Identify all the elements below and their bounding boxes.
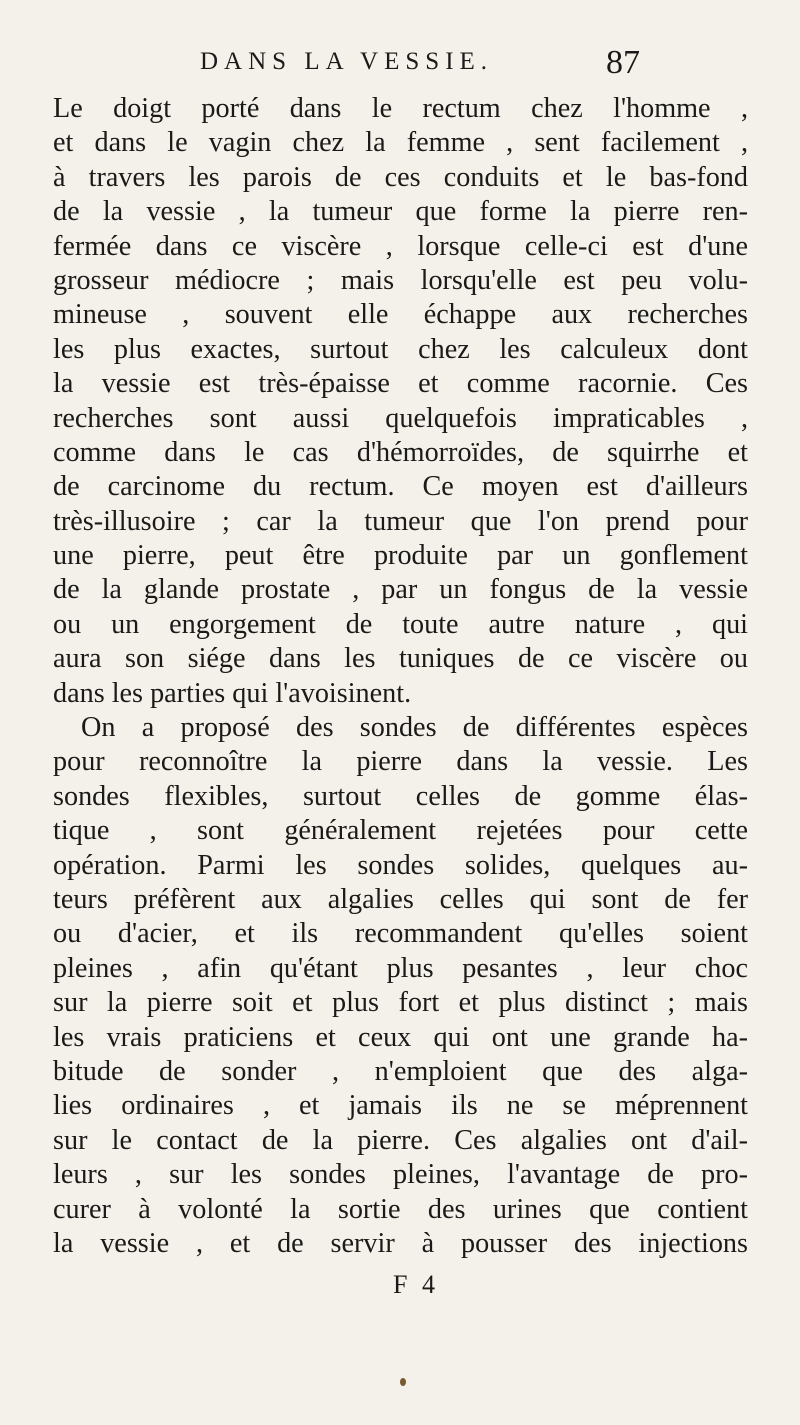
paragraph-end-line: dans les parties qui l'avoisinent. [53, 677, 412, 709]
text-line: bitude de sonder , n'emploient que des alga- [53, 1055, 748, 1087]
text-line: opération. Parmi les sondes solides, quelques au- [53, 849, 748, 881]
page-number: 87 [606, 44, 640, 81]
ink-speck [400, 1378, 406, 1386]
text-line: aura son siége dans les tuniques de ce viscère ou [53, 643, 748, 675]
text-line: de carcinome du rectum. Ce moyen est d'ailleurs [53, 471, 748, 503]
text-line: Le doigt porté dans le rectum chez l'homme , [53, 93, 748, 124]
text-line: mineuse , souvent elle échappe aux recherches [53, 299, 748, 331]
text-line: teurs préfèrent aux algalies celles qui sont de fer [53, 883, 748, 915]
text-line: comme dans le cas d'hémorroïdes, de squirrhe et [53, 436, 748, 468]
text-line: les vrais praticiens et ceux qui ont une grande ha- [53, 1021, 748, 1053]
text-line: ou un engorgement de toute autre nature , qui [53, 608, 748, 640]
text-line: sondes flexibles, surtout celles de gomme élas- [53, 780, 748, 812]
signature-mark: F 4 [393, 1270, 439, 1299]
text-line: curer à volonté la sortie des urines que contient [53, 1193, 748, 1225]
text-line: très-illusoire ; car la tumeur que l'on prend pour [53, 505, 748, 537]
text-line: de la glande prostate , par un fongus de la vessie [53, 574, 748, 606]
text-line: leurs , sur les sondes pleines, l'avantage de pro- [53, 1159, 748, 1191]
text-line: tique , sont généralement rejetées pour cette [53, 815, 748, 847]
paragraph-start-line: On a proposé des sondes de différentes espèces [81, 712, 748, 744]
text-line: sur la pierre soit et plus fort et plus distinct ; mais [53, 987, 748, 1019]
text-line: recherches sont aussi quelquefois impraticables , [53, 402, 748, 434]
text-line: à travers les parois de ces conduits et le bas-fond [53, 161, 748, 193]
text-line: pleines , afin qu'étant plus pesantes , leur choc [53, 952, 748, 984]
text-line: pour reconnoître la pierre dans la vessie. Les [53, 746, 748, 778]
body-text [53, 92, 748, 1261]
text-line: lies ordinaires , et jamais ils ne se méprennent [53, 1090, 748, 1122]
text-line: la vessie , et de servir à pousser des injections [53, 1227, 748, 1259]
text-line: sur le contact de la pierre. Ces algalies ont d'ail- [53, 1124, 748, 1156]
text-line: fermée dans ce viscère , lorsque celle-ci est d'une [53, 230, 748, 262]
text-line: la vessie est très-épaisse et comme racornie. Ces [53, 368, 748, 400]
running-title: DANS LA VESSIE. [200, 48, 494, 75]
text-line: grosseur médiocre ; mais lorsqu'elle est peu volu- [53, 264, 748, 296]
text-line: ou d'acier, et ils recommandent qu'elles soient [53, 918, 748, 950]
text-line: et dans le vagin chez la femme , sent facilement , [53, 127, 748, 159]
text-line: une pierre, peut être produite par un gonflement [53, 540, 748, 572]
text-line: de la vessie , la tumeur que forme la pierre ren- [53, 196, 748, 228]
running-head [200, 44, 640, 88]
text-line: les plus exactes, surtout chez les calculeux dont [53, 333, 748, 365]
